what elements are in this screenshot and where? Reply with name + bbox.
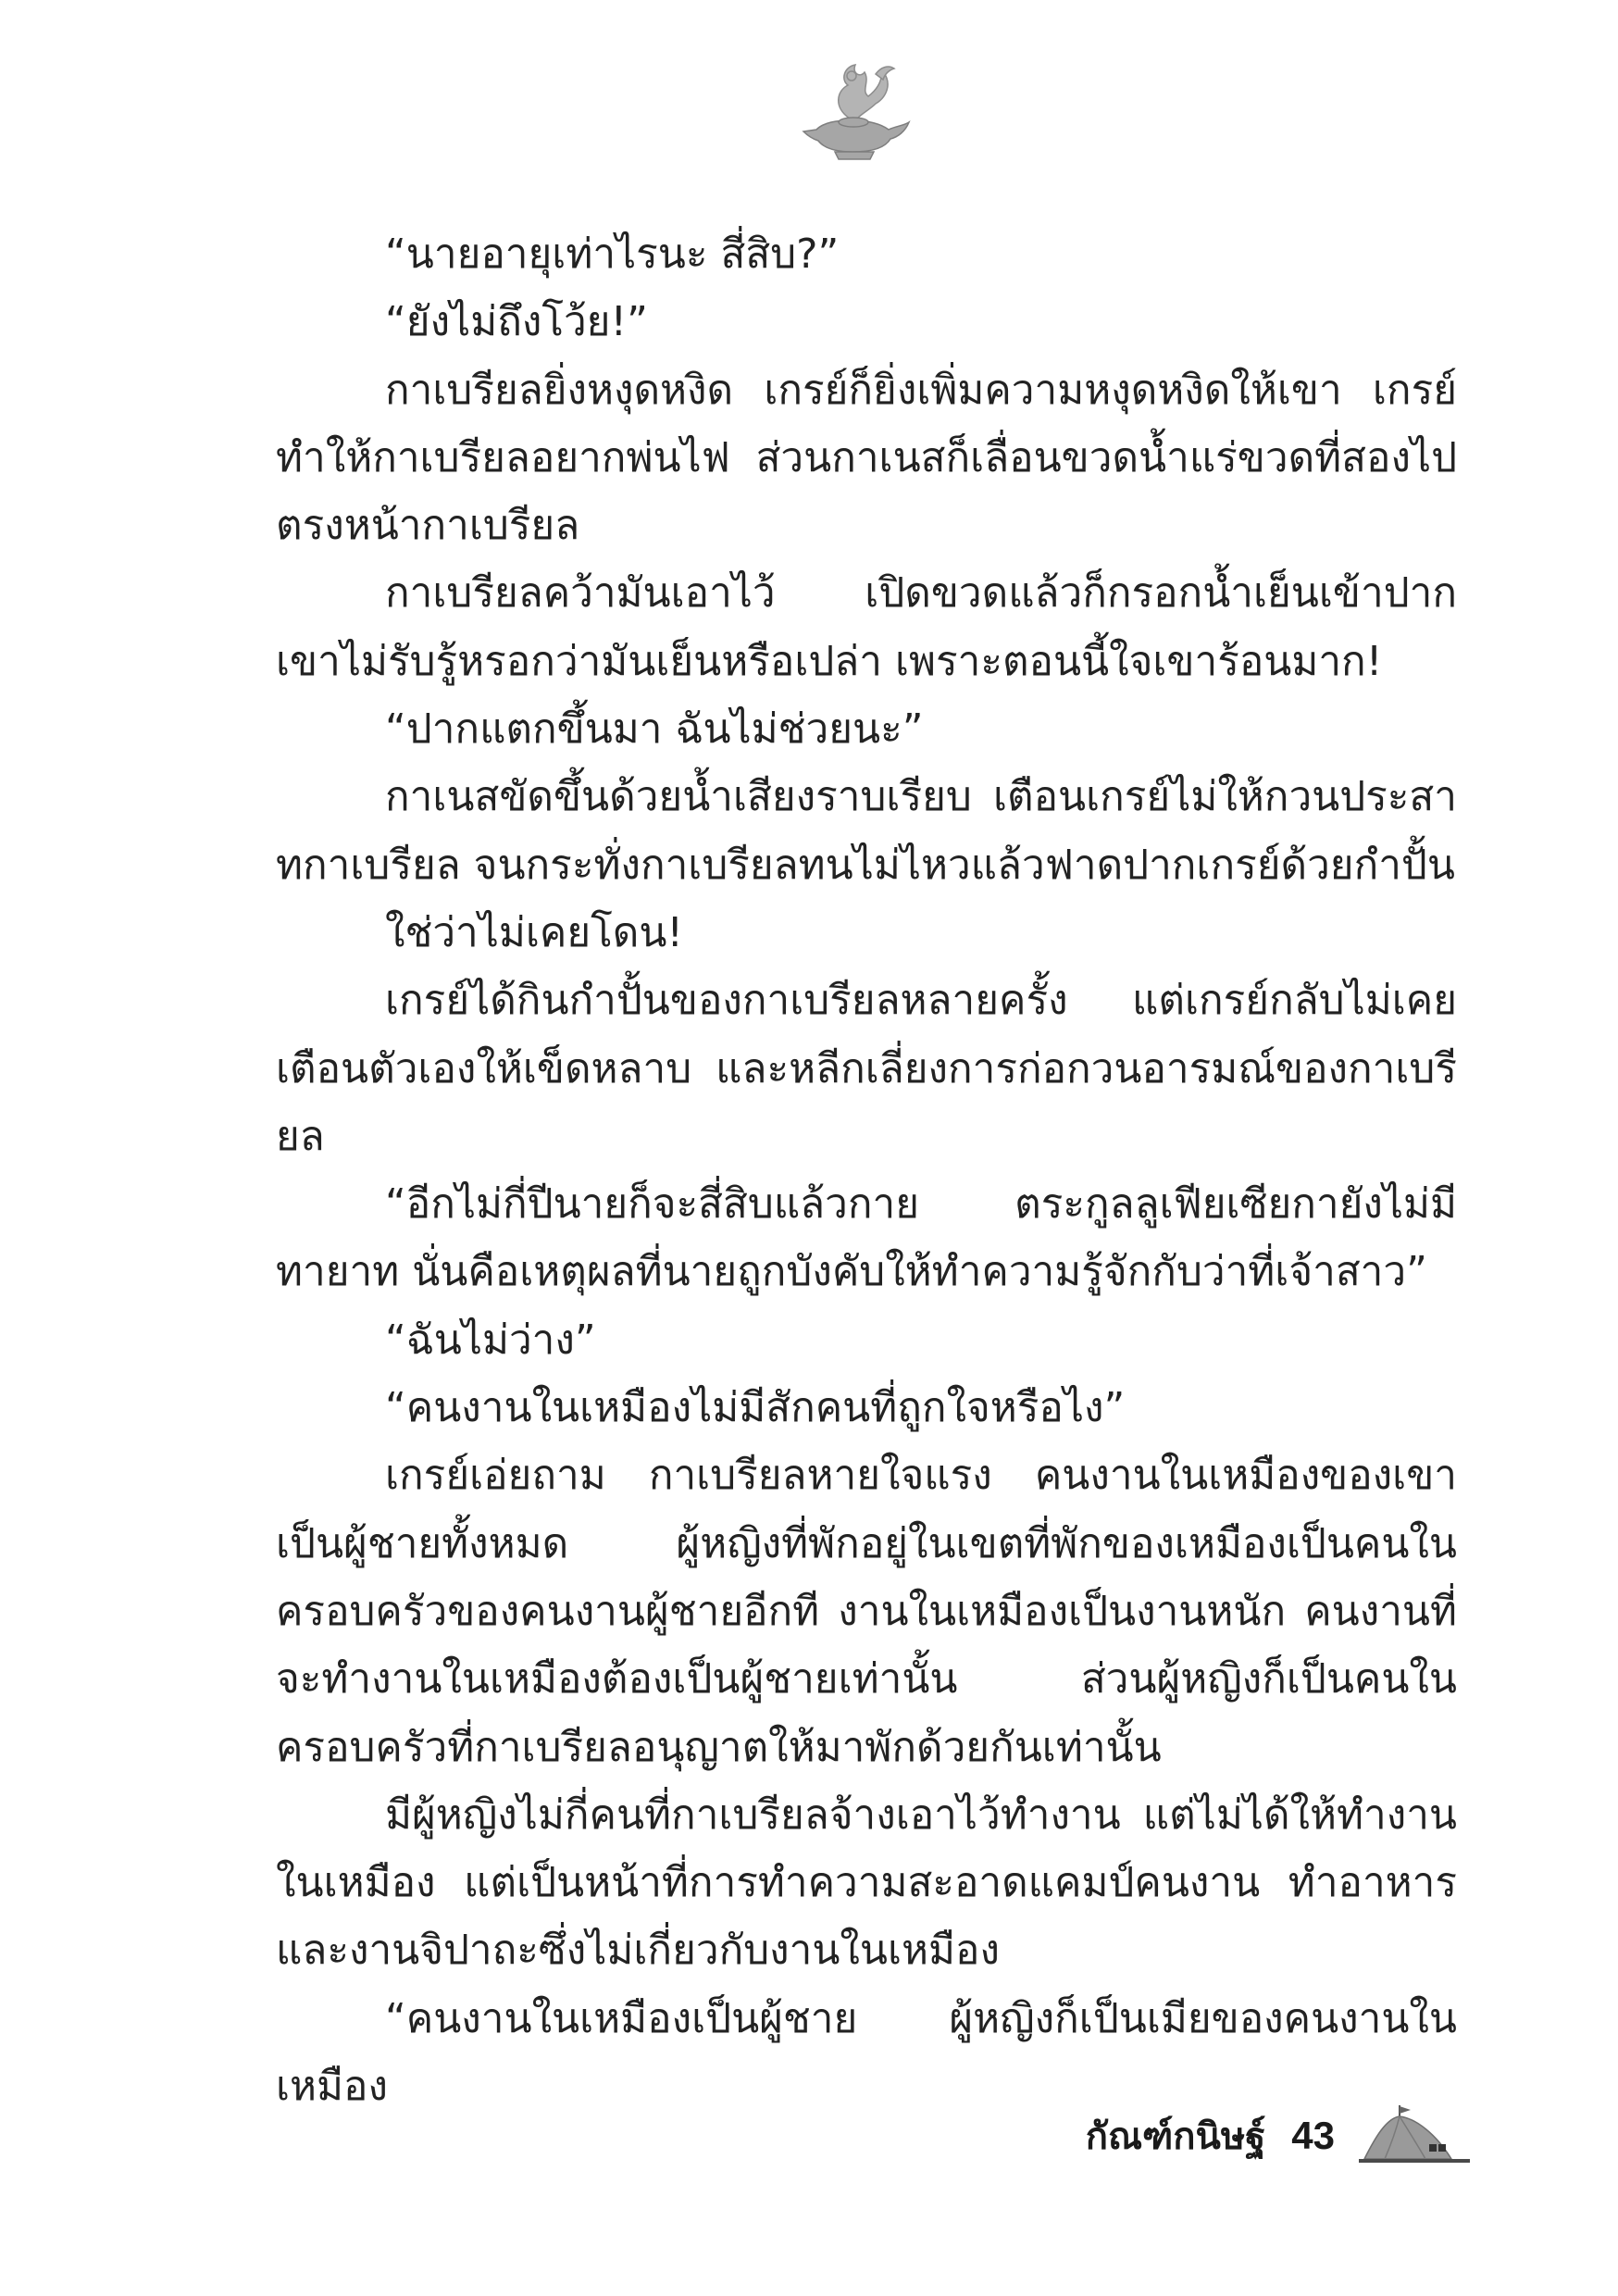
page-number: 43	[1291, 2114, 1335, 2157]
paragraph: “คนงานในเหมืองเป็นผู้ชาย ผู้หญิงก็เป็นเมียของคนงานในเหมือง	[276, 1994, 1457, 2111]
paragraph: กาเบรียลยิ่งหงุดหงิด เกรย์ก็ยิ่งเพิ่มความหงุดหงิดให้เขา เกรย์ทำให้กาเบรียลอยากพ่นไฟ ส่วนกาเนสก็เลื่อนขวดน้ำแร่ขวดที่สองไปตรงหน้ากาเบรียล	[276, 366, 1457, 550]
paragraph: ใช่ว่าไม่เคยโดน!	[385, 908, 684, 956]
genie-lamp-icon	[796, 54, 916, 165]
page-footer	[1086, 2094, 1470, 2177]
paragraph: “ฉันไม่ว่าง”	[385, 1316, 596, 1364]
author-name: กัณฑ์กนิษฐ์	[1085, 2115, 1266, 2158]
body-text	[276, 220, 1457, 2120]
paragraph: “ปากแตกขึ้นมา ฉันไม่ช่วยนะ”	[385, 705, 924, 754]
tent-icon	[1359, 2103, 1470, 2168]
paragraph: มีผู้หญิงไม่กี่คนที่กาเบรียลจ้างเอาไว้ทำงาน แต่ไม่ได้ให้ทำงานในเหมือง แต่เป็นหน้าที่การทำความสะอาดแคมป์คนงาน ทำอาหารและงานจิปาถะซึ่งไม่เกี่ยวกับงานในเหมือง	[276, 1791, 1457, 1975]
paragraph: เกรย์เอ่ยถาม กาเบรียลหายใจแรง คนงานในเหมืองของเขาเป็นผู้ชายทั้งหมด ผู้หญิงที่พักอยู่ในเขตที่พักของเหมืองเป็นคนในครอบครัวของคนงานผู้ชายอีกที งานในเหมืองเป็นงานหนัก คนงานที่จะทำงานในเหมืองต้องเป็นผู้ชายเท่านั้น ส่วนผู้หญิงก็เป็นคนในครอบครัวที่กาเบรียลอนุญาตให้มาพักด้วยกันเท่านั้น	[276, 1452, 1457, 1771]
paragraph: เกรย์ได้กินกำปั้นของกาเบรียลหลายครั้ง แต่เกรย์กลับไม่เคยเตือนตัวเองให้เข็ดหลาบ และหลีกเลี่ยงการก่อกวนอารมณ์ของกาเบรียล	[276, 977, 1457, 1160]
paragraph: กาเนสขัดขึ้นด้วยน้ำเสียงราบเรียบ เตือนเกรย์ไม่ให้กวนประสาทกาเบรียล จนกระทั่งกาเบรียลทนไม่ไหวแล้วฟาดปากเกรย์ด้วยกำปั้น	[276, 773, 1457, 889]
paragraph: “อีกไม่กี่ปีนายก็จะสี่สิบแล้วกาย ตระกูลลูเฟียเซียกายังไม่มีทายาท นั่นคือเหตุผลที่นายถูกบังคับให้ทำความรู้จักกับว่าที่เจ้าสาว”	[276, 1180, 1457, 1296]
paragraph: “คนงานในเหมืองไม่มีสักคนที่ถูกใจหรือไง”	[385, 1384, 1126, 1432]
paragraph: “ยังไม่ถึงโว้ย!”	[385, 298, 648, 346]
paragraph: กาเบรียลคว้ามันเอาไว้ เปิดขวดแล้วก็กรอกน้ำเย็นเข้าปาก เขาไม่รับรู้หรอกว่ามันเย็นหรือเปล่า เพราะตอนนี้ใจเขาร้อนมาก!	[276, 569, 1457, 685]
paragraph: “นายอายุเท่าไรนะ สี่สิบ?”	[385, 231, 840, 278]
